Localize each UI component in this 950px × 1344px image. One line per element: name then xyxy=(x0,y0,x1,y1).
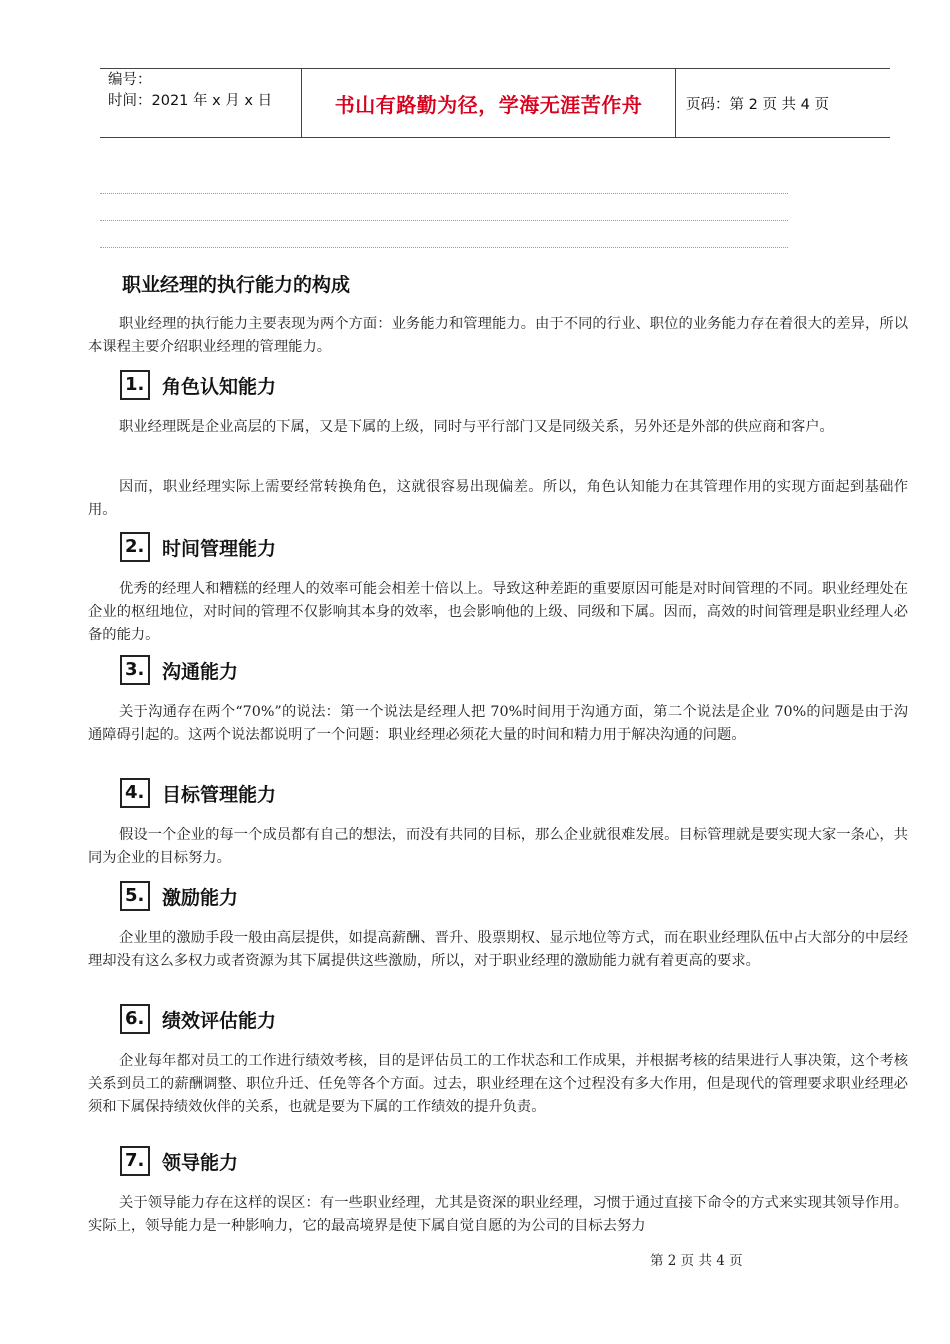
blank-line xyxy=(100,193,788,194)
section-title: 沟通能力 xyxy=(162,660,239,683)
section-number: 2. xyxy=(120,532,150,562)
section-number: 4. xyxy=(120,778,150,808)
date-label: 时间：2021 年 x 月 x 日 xyxy=(108,93,273,109)
motto-text: 书山有路勤为径，学海无涯苦作舟 xyxy=(334,92,643,117)
header-page-cell xyxy=(676,69,890,137)
section-heading-4 xyxy=(120,778,276,808)
section-title: 领导能力 xyxy=(162,1151,239,1174)
page-footer: 第 2 页 共 4 页 xyxy=(650,1253,743,1269)
serial-number-label: 编号： xyxy=(108,72,152,88)
section-title: 绩效评估能力 xyxy=(162,1009,277,1032)
header-meta-cell xyxy=(100,69,302,137)
section-heading-5 xyxy=(120,881,238,911)
body-paragraph: 企业里的激励手段一般由高层提供，如提高薪酬、晋升、股票期权、显示地位等方式，而在职业经理队伍中占大部分的中层经理却没有这么多权力或者资源为其下属提供这些激励，所以，对于职业经理的激励能力就有着更高的要求。 xyxy=(88,930,908,969)
section-number: 6. xyxy=(120,1004,150,1034)
section-number: 7. xyxy=(120,1146,150,1176)
header-motto-cell xyxy=(302,69,676,137)
section-number: 1. xyxy=(120,370,150,400)
page-info: 页码：第 2 页 共 4 页 xyxy=(686,96,829,113)
section-heading-2 xyxy=(120,532,276,562)
body-paragraph: 企业每年都对员工的工作进行绩效考核，目的是评估员工的工作状态和工作成果，并根据考核的结果进行人事决策，这个考核关系到员工的薪酬调整、职位升迁、任免等各个方面。过去，职业经理在这个过程没有多大作用，但是现代的管理要求职业经理必须和下属保持绩效伙伴的关系，也就是要为下属的工作绩效的提升负责。 xyxy=(88,1053,908,1115)
section-title: 激励能力 xyxy=(162,886,239,909)
intro-paragraph: 职业经理的执行能力主要表现为两个方面：业务能力和管理能力。由于不同的行业、职位的业务能力存在着很大的差异，所以本课程主要介绍职业经理的管理能力。 xyxy=(88,316,908,355)
section-heading-1 xyxy=(120,370,276,400)
section-number: 3. xyxy=(120,655,150,685)
body-paragraph: 假设一个企业的每一个成员都有自己的想法，而没有共同的目标，那么企业就很难发展。目标管理就是要实现大家一条心，共同为企业的目标努力。 xyxy=(88,827,908,866)
document-title: 职业经理的执行能力的构成 xyxy=(122,274,351,296)
body-paragraph: 因而，职业经理实际上需要经常转换角色，这就很容易出现偏差。所以，角色认知能力在其管理作用的实现方面起到基础作用。 xyxy=(88,479,908,518)
header-table xyxy=(100,68,890,138)
body-paragraph: 优秀的经理人和糟糕的经理人的效率可能会相差十倍以上。导致这种差距的重要原因可能是对时间管理的不同。职业经理处在企业的枢纽地位，对时间的管理不仅影响其本身的效率，也会影响他的上级、同级和下属。因而，高效的时间管理是职业经理人必备的能力。 xyxy=(88,581,908,643)
section-heading-3 xyxy=(120,655,238,685)
section-heading-7 xyxy=(120,1146,238,1176)
body-paragraph: 关于领导能力存在这样的误区：有一些职业经理，尤其是资深的职业经理，习惯于通过直接下命令的方式来实现其领导作用。实际上，领导能力是一种影响力，它的最高境界是使下属自觉自愿的为公司的目标去努力 xyxy=(88,1195,908,1234)
section-title: 时间管理能力 xyxy=(162,537,277,560)
section-title: 角色认知能力 xyxy=(162,375,277,398)
body-paragraph: 职业经理既是企业高层的下属，又是下属的上级，同时与平行部门又是同级关系，另外还是外部的供应商和客户。 xyxy=(119,419,834,435)
blank-line xyxy=(100,220,788,221)
section-title: 目标管理能力 xyxy=(162,783,277,806)
body-paragraph: 关于沟通存在两个“70%”的说法：第一个说法是经理人把 70%时间用于沟通方面，第二个说法是企业 70%的问题是由于沟通障碍引起的。这两个说法都说明了一个问题：职业经理必须花大量的时间和精力用于解决沟通的问题。 xyxy=(88,704,908,743)
section-number: 5. xyxy=(120,881,150,911)
section-heading-6 xyxy=(120,1004,276,1034)
blank-line xyxy=(100,247,788,248)
